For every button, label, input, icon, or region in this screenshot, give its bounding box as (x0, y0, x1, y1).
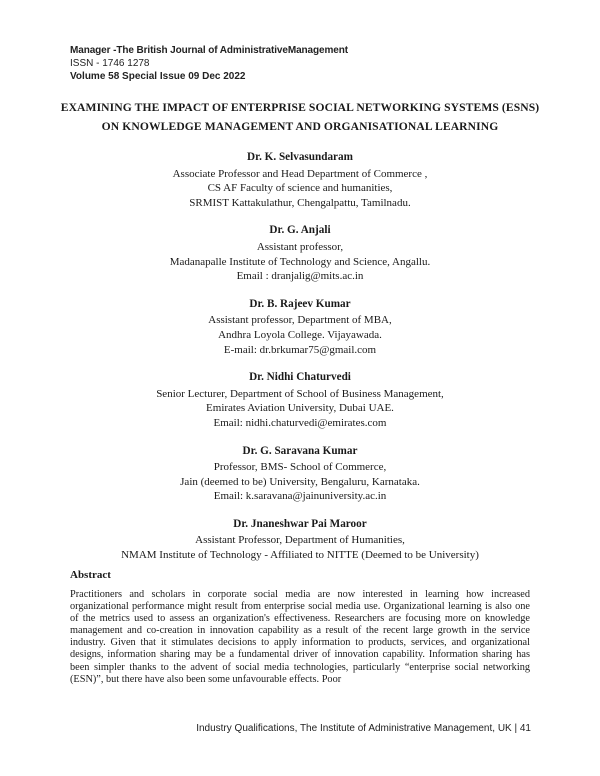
volume-issue: Volume 58 Special Issue 09 Dec 2022 (70, 71, 246, 82)
author-email: E-mail: dr.brkumar75@gmail.com (223, 343, 377, 356)
author-name: Dr. B. Rajeev Kumar (249, 297, 351, 310)
author-name: Dr. G. Anjali (269, 224, 331, 237)
author-block (60, 223, 540, 283)
author-block (60, 444, 540, 504)
author-affiliation: NMAM Institute of Technology - Affiliated to NITTE (Deemed to be University) (121, 549, 479, 562)
author-email: Email : dranjalig@mits.ac.in (236, 270, 364, 283)
author-affiliation: Assistant professor, (256, 240, 344, 253)
author-affiliation: Assistant professor, Department of MBA, (208, 314, 392, 327)
journal-name: Manager -The British Journal of AdministrativeManagement (70, 45, 348, 56)
author-list (60, 150, 540, 576)
author-affiliation: CS AF Faculty of science and humanities, (207, 182, 393, 195)
author-affiliation: SRMIST Kattakulathur, Chengalpattu, Tamilnadu. (189, 196, 411, 209)
author-email: Email: nidhi.chaturvedi@emirates.com (213, 416, 387, 429)
abstract-body: Practitioners and scholars in corporate social media are now interested in learning how increased organizational performance might result from enterprise social media use. Organizational learning is also one of the metrics used to assess an organization's effectiveness. Researchers are focusing more on knowledge management and co-creation in innovation capability as a result of the recent large growth in the service industry. Given that it stimulates decisions to apply information to products, services, and organizational designs, information sharing may be a fundamental driver of innovation capability. Information sharing has been simpler thanks to the advent of social media technologies, particularly “enterprise social networking (ESN)”, but there have also been some unfavourable effects. Poor (70, 589, 530, 685)
author-email: Email: k.saravana@jainuniversity.ac.in (213, 490, 387, 503)
author-affiliation: Andhra Loyola College. Vijayawada. (218, 328, 382, 341)
author-block (60, 370, 540, 430)
author-affiliation: Senior Lecturer, Department of School of Business Management, (156, 387, 444, 400)
author-block (60, 297, 540, 357)
abstract-heading: Abstract (70, 569, 111, 581)
author-name: Dr. G. Saravana Kumar (242, 444, 358, 457)
author-affiliation: Jain (deemed to be) University, Bengaluru, Karnataka. (180, 475, 420, 488)
author-name: Dr. Nidhi Chaturvedi (249, 371, 351, 384)
author-affiliation: Assistant Professor, Department of Humanities, (195, 534, 405, 547)
author-name: Dr. K. Selvasundaram (247, 151, 353, 163)
author-affiliation: Madanapalle Institute of Technology and Science, Angallu. (169, 255, 431, 268)
page-footer: Industry Qualifications, The Institute of Administrative Management, UK | 41 (196, 723, 531, 734)
paper-title: EXAMINING THE IMPACT OF ENTERPRISE SOCIAL NETWORKING SYSTEMS (ESNS) ON KNOWLEDGE MANAGEMENT AND ORGANISATIONAL LEARNING (60, 101, 540, 133)
author-affiliation: Professor, BMS- School of Commerce, (213, 461, 387, 474)
author-affiliation: Emirates Aviation University, Dubai UAE. (206, 402, 394, 415)
issn: ISSN - 1746 1278 (70, 58, 150, 69)
author-block (60, 150, 540, 210)
author-affiliation: Associate Professor and Head Department of Commerce , (172, 167, 428, 180)
author-name: Dr. Jnaneshwar Pai Maroor (233, 517, 367, 530)
author-block (60, 517, 540, 563)
journal-header (70, 44, 348, 83)
